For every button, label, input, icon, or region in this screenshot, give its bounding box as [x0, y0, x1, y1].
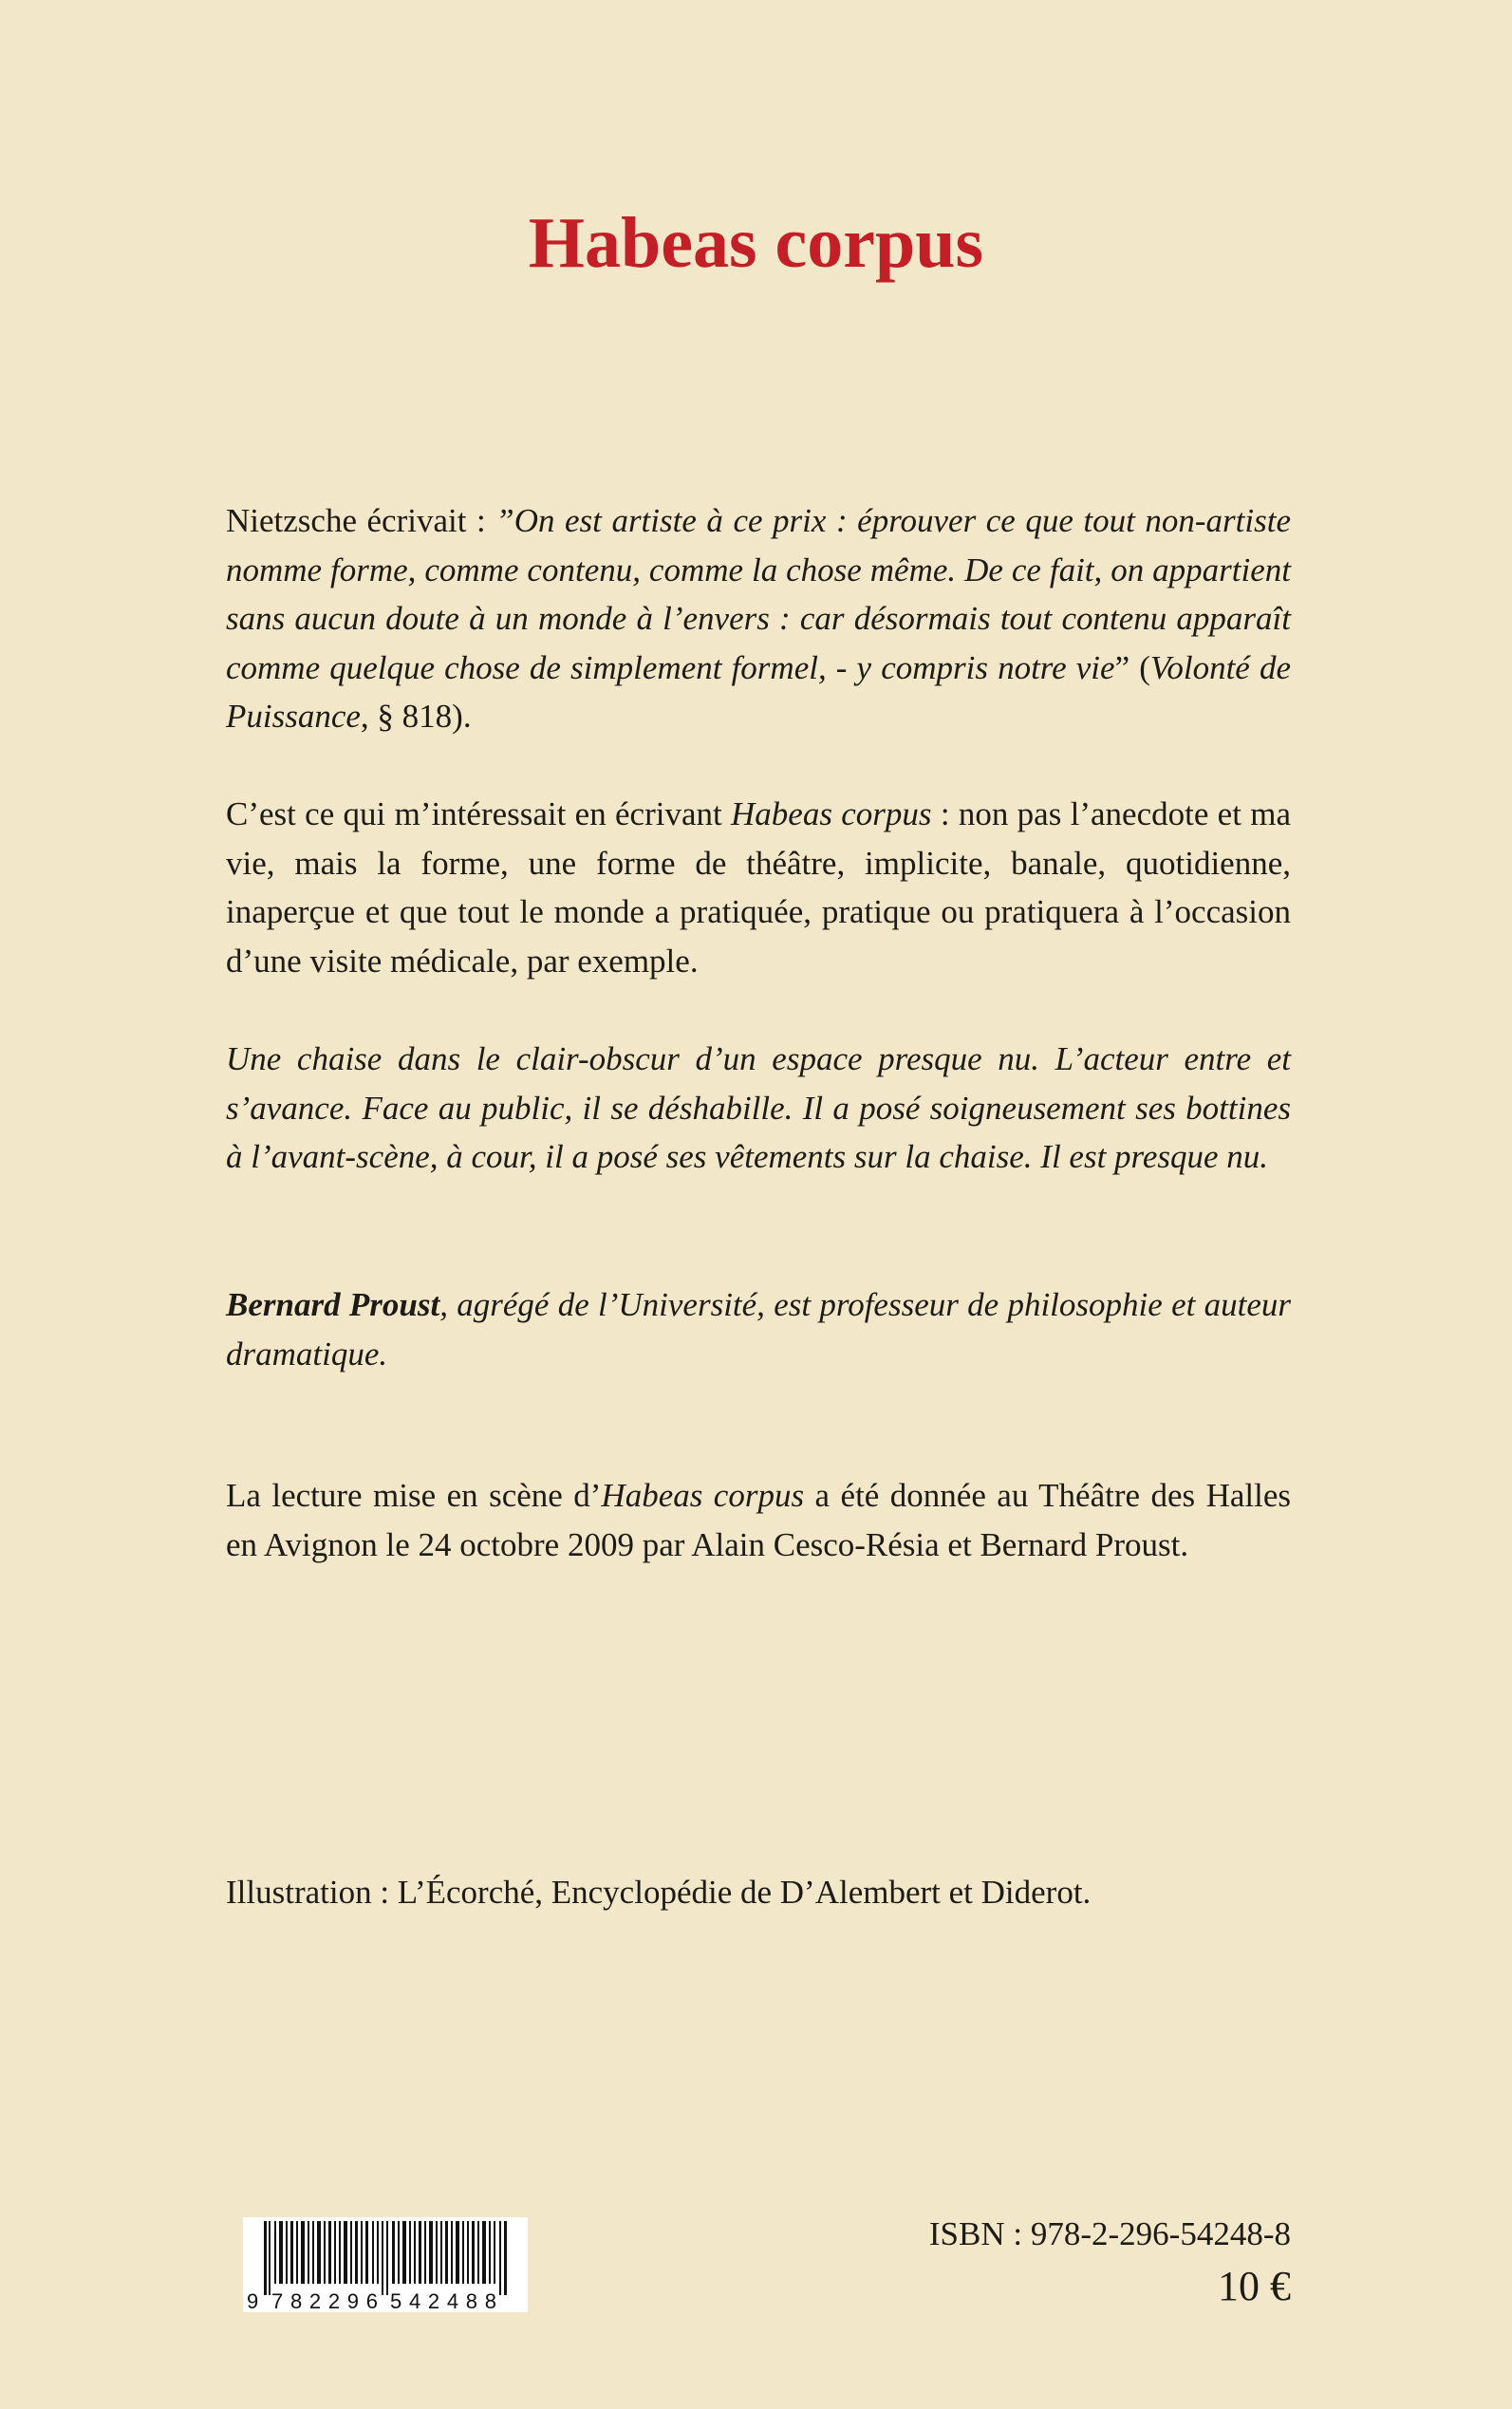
- intent-lead: C’est ce qui m’intéressait en écrivant: [226, 795, 732, 832]
- book-title: Habeas corpus: [528, 203, 984, 283]
- author-intent-paragraph: [226, 790, 1291, 985]
- author-name: Bernard Proust: [226, 1286, 440, 1323]
- illustration-credit: Illustration : L’Écorché, Encyclopédie de D’Alembert et Diderot.: [226, 1874, 1092, 1911]
- isbn: ISBN : 978-2-296-54248-8: [928, 2215, 1291, 2252]
- performance-title-ref: Habeas corpus: [601, 1477, 805, 1514]
- barcode-digits-right: 542488: [390, 2289, 496, 2312]
- intent-title-ref: Habeas corpus: [731, 795, 932, 832]
- performance-lead: La lecture mise en scène d’: [226, 1477, 602, 1514]
- barcode-digit-first: 9: [247, 2289, 259, 2312]
- performance-rest: a été donnée au Théâtre des Halles en Avignon le 24 octobre 2009 par Alain Cesco-Résia et Bernard Proust.: [226, 1477, 1292, 1563]
- stage-direction-paragraph: [226, 1035, 1291, 1182]
- intent-rest: : non pas l’anecdote et ma vie, mais la forme, une forme de théâtre, implicite, banale, quotidienne, inaperçue et que tout le monde a pratiquée, pratique ou pratiquera à l’occasion d’une visite médicale, par exemple.: [226, 795, 1291, 980]
- quote-close: ” (: [1114, 648, 1150, 686]
- price: 10 €: [1218, 2263, 1291, 2309]
- quote-source: Volonté de Puissance: [226, 648, 1291, 735]
- performance-paragraph: [226, 1471, 1291, 1569]
- nietzsche-quote: ”On est artiste à ce prix : éprouver ce que tout non-artiste nomme forme, comme contenu, comme la chose même. De ce fait, on appartient sans aucun doute à un monde à l’envers : car désormais tout contenu apparaît comme quelque chose de simplement formel, - y compris notre vie: [226, 502, 1292, 686]
- quote-section: , § 818).: [360, 698, 472, 735]
- author-description: , agrégé de l’Université, est professeur de philosophie et auteur dramatique.: [226, 1286, 1291, 1373]
- barcode: [243, 2217, 528, 2312]
- author-bio-paragraph: [226, 1280, 1291, 1378]
- quote-lead: Nietzsche écrivait :: [226, 502, 496, 539]
- barcode-digits-left: 782296: [271, 2289, 378, 2312]
- stage-direction: Une chaise dans le clair-obscur d’un espace presque nu. L’acteur entre et s’avance. Face au public, il se déshabille. Il a posé soigneusement ses bottines à l’avant-scène, à cour, il a posé ses vêtements sur la chaise. Il est presque nu.: [226, 1040, 1291, 1175]
- nietzsche-quote-paragraph: [226, 496, 1291, 741]
